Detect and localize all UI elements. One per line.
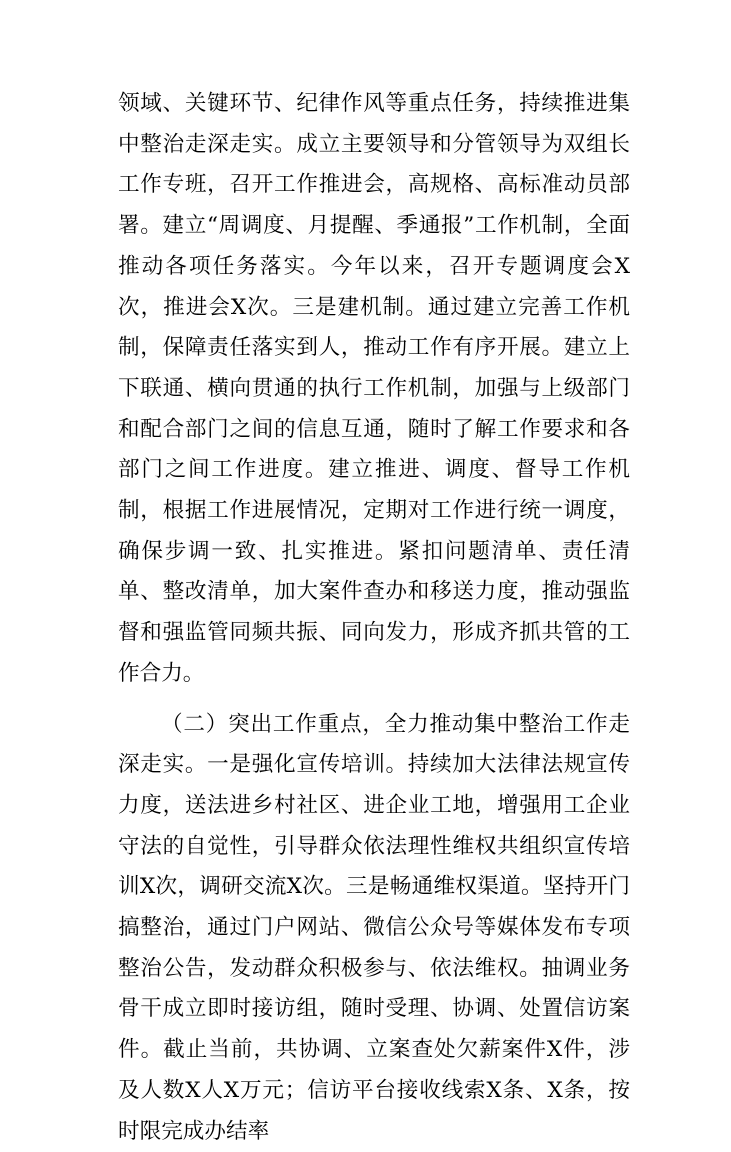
document-body [118, 84, 630, 1152]
paragraph-continuation: 领域、关键环节、纪律作风等重点任务，持续推进集中整治走深走实。成立主要领导和分管领导为双组长工作专班，召开工作推进会，高规格、高标准动员部署。建立“周调度、月提醒、季通报”工作机制，全面推动各项任务落实。今年以来，召开专题调度会X次，推进会X次。三是建机制。通过建立完善工作机制，保障责任落实到人，推动工作有序开展。建立上下联通、横向贯通的执行工作机制，加强与上级部门和配合部门之间的信息互通，随时了解工作要求和各部门之间工作进度。建立推进、调度、督导工作机制，根据工作进展情况，定期对工作进行统一调度，确保步调一致、扎实推进。紧扣问题清单、责任清单、整改清单，加大案件查办和移送力度，推动强监督和强监管同频共振、同向发力，形成齐抓共管的工作合力。 [118, 91, 630, 686]
paragraph-section-2: （二）突出工作重点，全力推动集中整治工作走深走实。一是强化宣传培训。持续加大法律法规宣传力度，送法进乡村社区、进企业工地，增强用工企业守法的自觉性，引导群众依法理性维权共组织宣传培训X次，调研交流X次。三是畅通维权渠道。坚持开门搞整治，通过门户网站、微信公众号等媒体发布专项整治公告，发动群众积极参与、依法维权。抽调业务骨干成立即时接访组，随时受理、协调、处置信访案件。截止当前，共协调、立案查处欠薪案件X件，涉及人数X人X万元；信访平台接收线索X条、X条，按时限完成办结率 [118, 711, 630, 1144]
